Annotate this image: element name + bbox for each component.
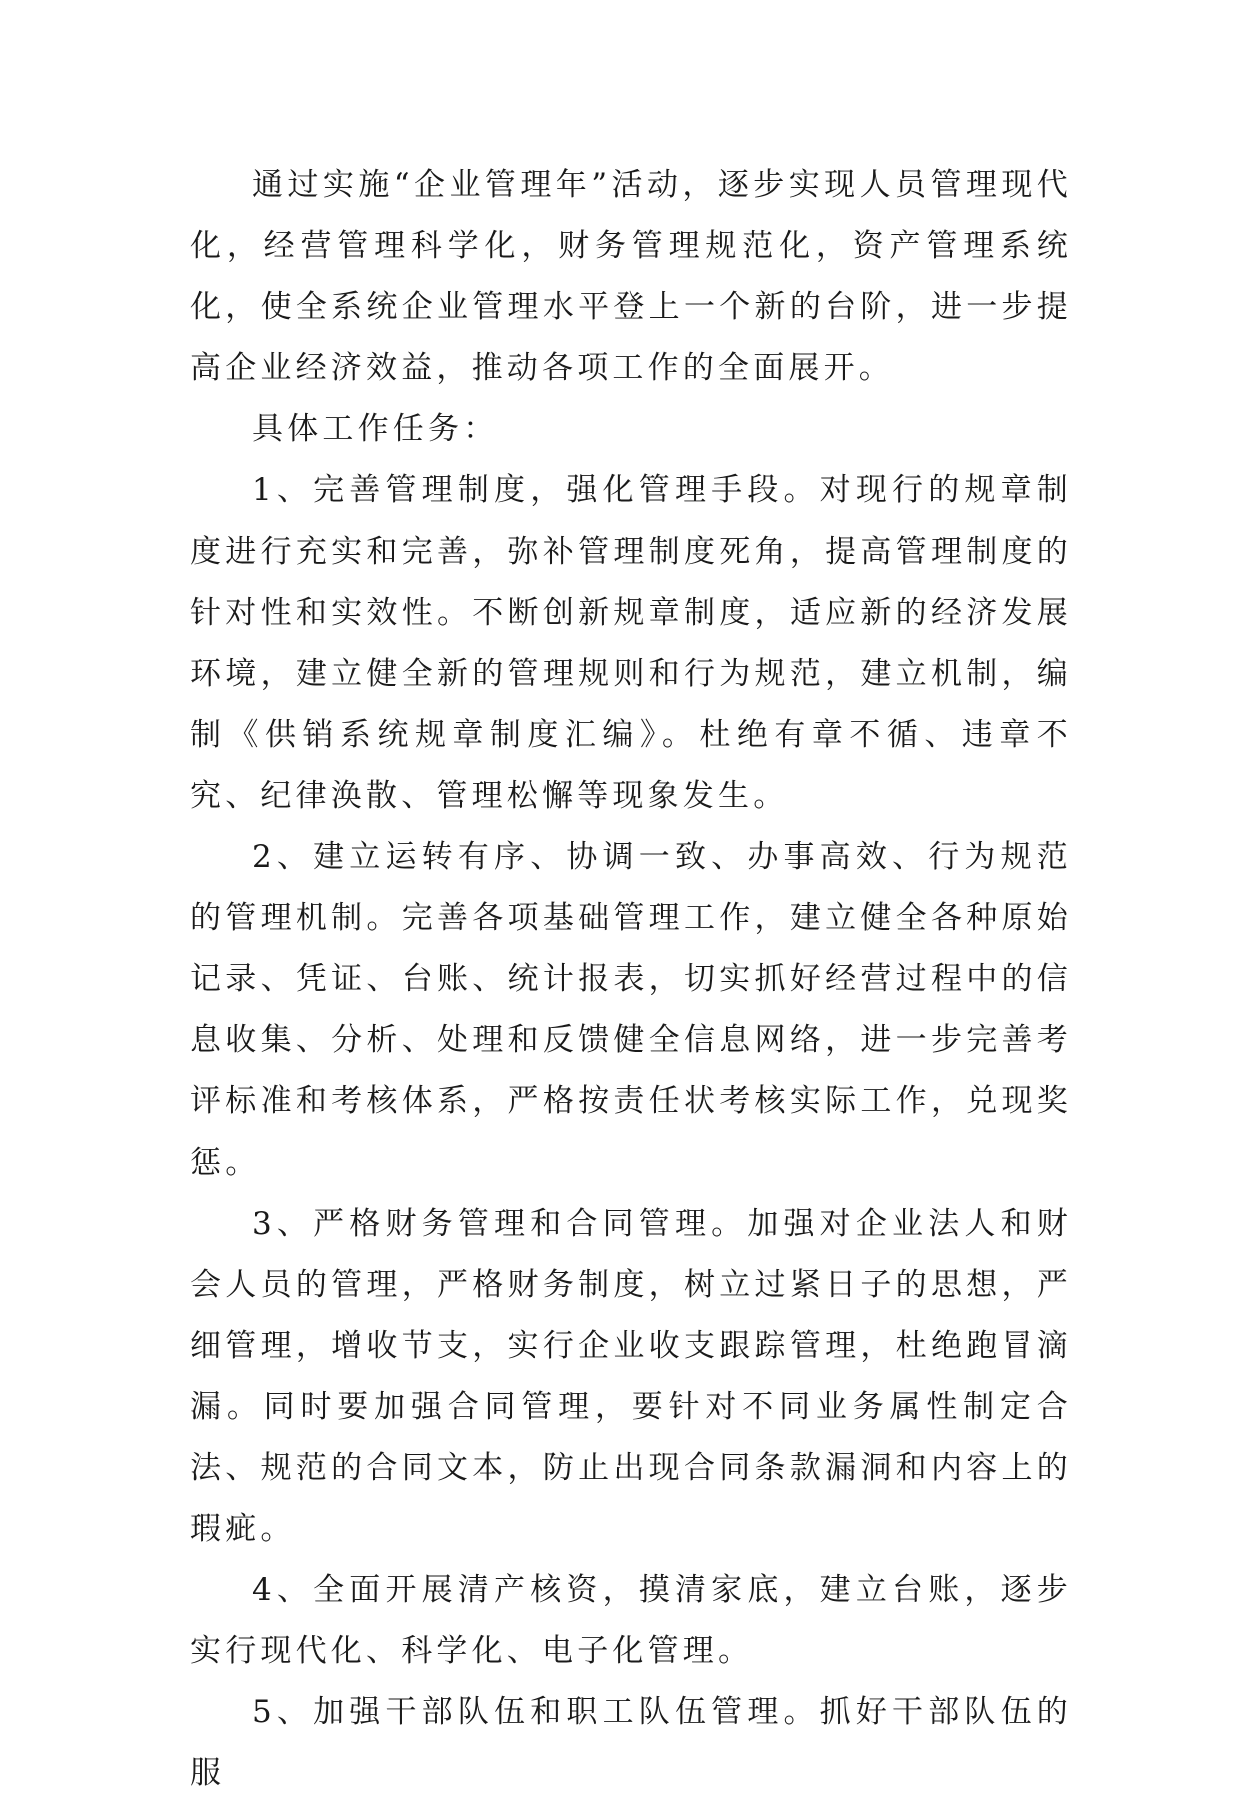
paragraph-task-2: 2、建立运转有序、协调一致、办事高效、行为规范的管理机制。完善各项基础管理工作，建立健全各种原始记录、凭证、台账、统计报表，切实抓好经营过程中的信息收集、分析、处理和反馈健全信息网络，进一步完善考评标准和考核体系，严格按责任状考核实际工作，兑现奖惩。 xyxy=(190,839,1072,1181)
document-body xyxy=(190,155,1072,1805)
paragraph-task-4: 4、全面开展清产核资，摸清家底，建立台账，逐步实行现代化、科学化、电子化管理。 xyxy=(190,1572,1072,1670)
paragraph-goal: 通过实施“企业管理年”活动，逐步实现人员管理现代化，经营管理科学化，财务管理规范化，资产管理系统化，使全系统企业管理水平登上一个新的台阶，进一步提高企业经济效益，推动各项工作的全面展开。 xyxy=(190,167,1072,387)
paragraph-tasks-heading: 具体工作任务： xyxy=(252,411,499,448)
paragraph-task-3: 3、严格财务管理和合同管理。加强对企业法人和财会人员的管理，严格财务制度，树立过紧日子的思想，严细管理，增收节支，实行企业收支跟踪管理，杜绝跑冒滴漏。同时要加强合同管理，要针对不同业务属性制定合法、规范的合同文本，防止出现合同条款漏洞和内容上的瑕疵。 xyxy=(190,1205,1072,1548)
paragraph-task-5: 5、加强干部队伍和职工队伍管理。抓好干部队伍的服 xyxy=(190,1694,1072,1792)
paragraph-task-1: 1、完善管理制度，强化管理手段。对现行的规章制度进行充实和完善，弥补管理制度死角，提高管理制度的针对性和实效性。不断创新规章制度，适应新的经济发展环境，建立健全新的管理规则和行为规范，建立机制，编制《供销系统规章制度汇编》。杜绝有章不循、违章不究、纪律涣散、管理松懈等现象发生。 xyxy=(190,472,1072,814)
